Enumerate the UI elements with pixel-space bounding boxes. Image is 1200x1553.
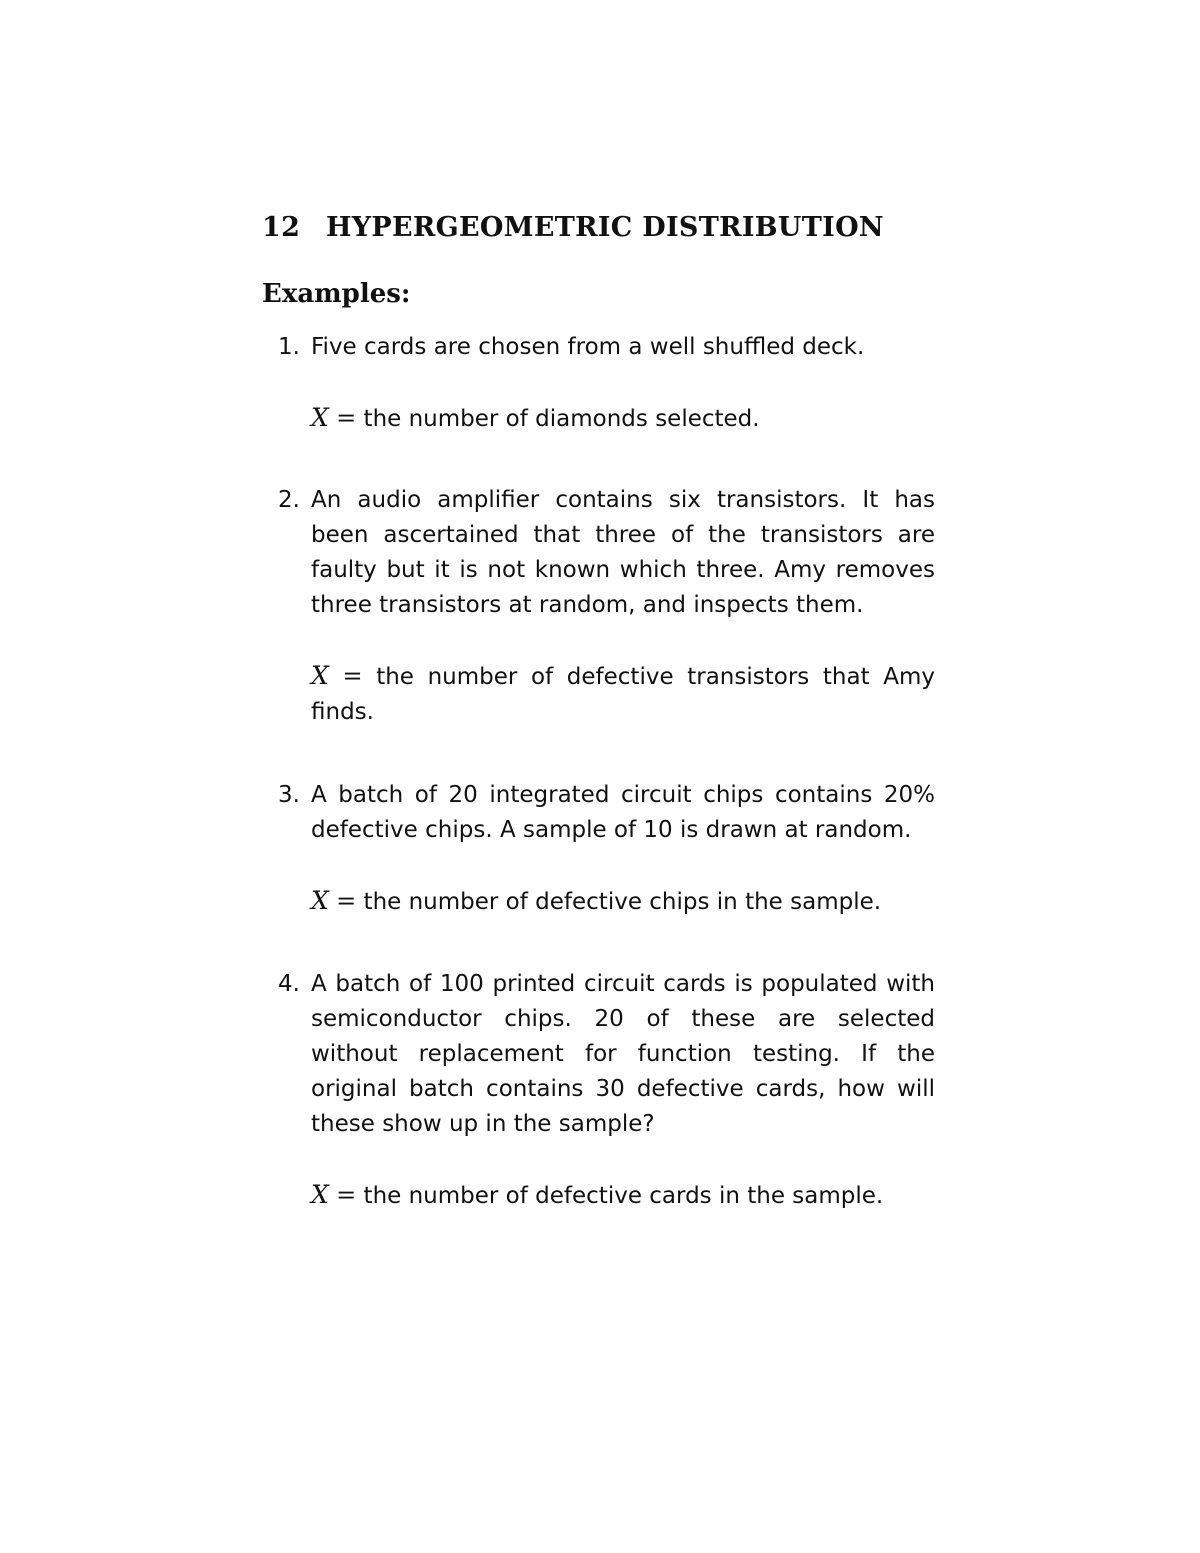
example-text: A batch of 100 printed circuit cards is populated with semiconductor chips. 20 of these are selected without replacement for function testing. If the original batch contains 30 defective cards, how will these show up in the sample?	[311, 971, 935, 1137]
random-variable-definition	[311, 658, 935, 730]
example-item-4	[278, 967, 938, 1214]
section-heading	[262, 212, 884, 243]
example-number: 2.	[278, 487, 300, 513]
definition-line	[311, 658, 935, 695]
example-text: A batch of 20 integrated circuit chips contains 20% defective chips. A sample of 10 is drawn at random.	[311, 782, 935, 843]
section-title: HYPERGEOMETRIC DISTRIBUTION	[326, 212, 884, 243]
equals-sign: =	[336, 1181, 357, 1209]
variable-symbol: X	[311, 403, 329, 432]
variable-symbol: X	[311, 886, 329, 915]
random-variable-definition	[311, 883, 935, 920]
definition-text: the number of defective transistors that Amy	[376, 664, 935, 690]
random-variable-definition	[311, 1177, 935, 1214]
random-variable-definition	[311, 400, 935, 437]
section-number: 12	[262, 212, 301, 243]
definition-text: the number of defective cards in the sample.	[363, 1183, 884, 1209]
example-number: 3.	[278, 782, 300, 808]
example-number: 4.	[278, 971, 300, 997]
definition-text: the number of diamonds selected.	[363, 406, 760, 432]
definition-text: the number of defective chips in the sample.	[363, 889, 882, 915]
equals-sign: =	[336, 887, 357, 915]
definition-text-continued: finds.	[311, 699, 374, 725]
equals-sign: =	[342, 662, 363, 690]
example-item-3	[278, 778, 938, 920]
examples-label: Examples:	[262, 279, 411, 309]
example-item-2	[278, 483, 938, 730]
equals-sign: =	[336, 404, 357, 432]
example-text: An audio amplifier contains six transistors. It has been ascertained that three of the transistors are faulty but it is not known which three. Amy removes three transistors at random, and inspects them.	[311, 487, 935, 618]
variable-symbol: X	[311, 661, 329, 690]
variable-symbol: X	[311, 1180, 329, 1209]
example-number: 1.	[278, 334, 300, 360]
example-item-1	[278, 330, 938, 437]
example-text: Five cards are chosen from a well shuffled deck.	[311, 334, 865, 360]
